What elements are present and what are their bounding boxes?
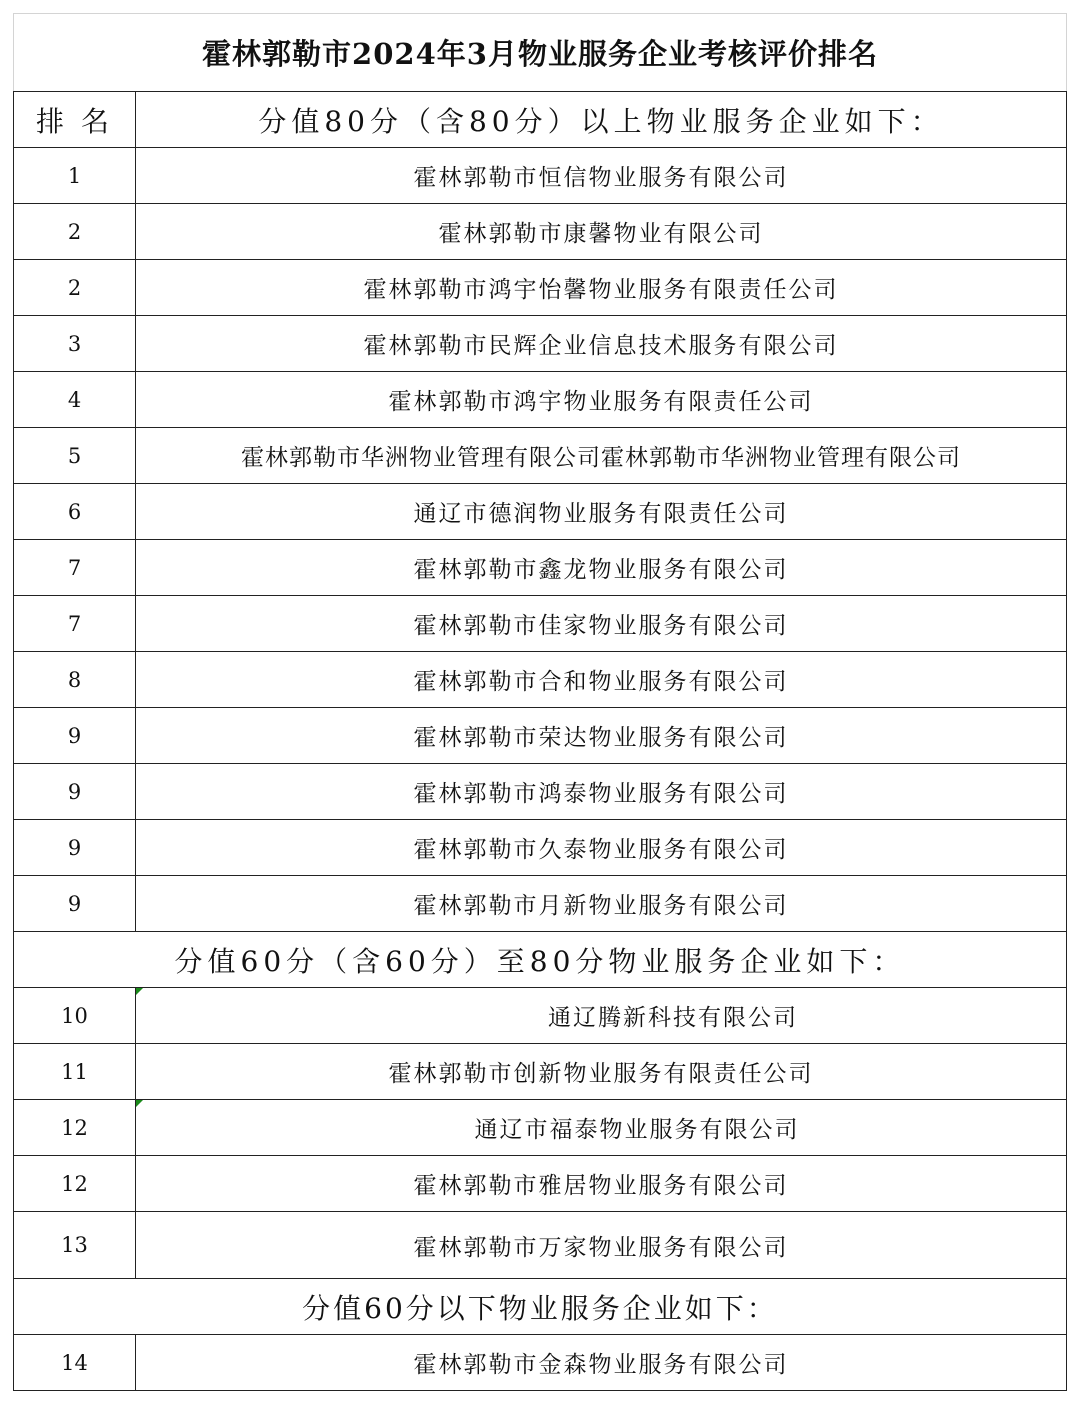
rank-cell: 1	[14, 148, 136, 204]
rank-cell: 11	[14, 1044, 136, 1100]
section2-heading: 分值60分（含60分）至80分物业服务企业如下：	[14, 932, 1067, 988]
company-name-cell: 霍林郭勒市创新物业服务有限责任公司	[136, 1044, 1067, 1100]
table-row	[14, 764, 1067, 820]
company-name-cell: 通辽市德润物业服务有限责任公司	[136, 484, 1067, 540]
table-row	[14, 1212, 1067, 1279]
company-name-cell: 霍林郭勒市鑫龙物业服务有限公司	[136, 540, 1067, 596]
company-name-cell: 霍林郭勒市久泰物业服务有限公司	[136, 820, 1067, 876]
table-row	[14, 316, 1067, 372]
table-row	[14, 708, 1067, 764]
table-row	[14, 652, 1067, 708]
company-name-cell: 霍林郭勒市恒信物业服务有限公司	[136, 148, 1067, 204]
table-row	[14, 1335, 1067, 1391]
table-row	[14, 204, 1067, 260]
table-row	[14, 148, 1067, 204]
ranking-sheet	[13, 13, 1067, 1391]
table-row	[14, 372, 1067, 428]
table-row	[14, 596, 1067, 652]
company-name-cell	[136, 1100, 1067, 1156]
rank-cell: 8	[14, 652, 136, 708]
company-name-cell: 霍林郭勒市民辉企业信息技术服务有限公司	[136, 316, 1067, 372]
company-name-cell: 霍林郭勒市荣达物业服务有限公司	[136, 708, 1067, 764]
rank-cell: 9	[14, 876, 136, 932]
company-name-cell: 霍林郭勒市万家物业服务有限公司	[136, 1212, 1067, 1279]
rank-cell: 10	[14, 988, 136, 1044]
header-row	[14, 92, 1067, 148]
company-name-cell: 霍林郭勒市月新物业服务有限公司	[136, 876, 1067, 932]
rank-cell: 5	[14, 428, 136, 484]
company-name-cell: 霍林郭勒市鸿宇物业服务有限责任公司	[136, 372, 1067, 428]
rank-cell: 2	[14, 260, 136, 316]
rank-cell: 6	[14, 484, 136, 540]
section3-heading: 分值60分以下物业服务企业如下：	[14, 1279, 1067, 1335]
table-row	[14, 540, 1067, 596]
rank-cell: 2	[14, 204, 136, 260]
rank-cell: 12	[14, 1156, 136, 1212]
ranking-table	[13, 91, 1067, 1391]
company-name-cell: 霍林郭勒市华洲物业管理有限公司霍林郭勒市华洲物业管理有限公司	[136, 428, 1067, 484]
company-name-text: 通辽市福泰物业服务有限公司	[474, 1117, 800, 1143]
rank-cell: 13	[14, 1212, 136, 1279]
rank-cell: 9	[14, 708, 136, 764]
company-name-cell: 霍林郭勒市鸿宇怡馨物业服务有限责任公司	[136, 260, 1067, 316]
page-title: 霍林郭勒市2024年3月物业服务企业考核评价排名	[202, 37, 878, 71]
rank-cell: 12	[14, 1100, 136, 1156]
table-row	[14, 1044, 1067, 1100]
cell-comment-marker-icon	[136, 988, 143, 995]
rank-cell: 14	[14, 1335, 136, 1391]
table-row	[14, 820, 1067, 876]
section2-heading-row	[14, 932, 1067, 988]
title-cell	[13, 13, 1067, 91]
table-row	[14, 1156, 1067, 1212]
rank-cell: 9	[14, 764, 136, 820]
company-name-cell: 霍林郭勒市雅居物业服务有限公司	[136, 1156, 1067, 1212]
table-row	[14, 484, 1067, 540]
table-row	[14, 1100, 1067, 1156]
table-row	[14, 988, 1067, 1044]
section1-heading: 分值80分（含80分）以上物业服务企业如下：	[136, 92, 1067, 148]
company-name-cell: 霍林郭勒市合和物业服务有限公司	[136, 652, 1067, 708]
company-name-cell: 霍林郭勒市佳家物业服务有限公司	[136, 596, 1067, 652]
rank-cell: 9	[14, 820, 136, 876]
company-name-cell	[136, 988, 1067, 1044]
rank-cell: 3	[14, 316, 136, 372]
company-name-cell: 霍林郭勒市鸿泰物业服务有限公司	[136, 764, 1067, 820]
section3-heading-row	[14, 1279, 1067, 1335]
rank-cell: 7	[14, 596, 136, 652]
rank-column-header: 排 名	[14, 92, 136, 148]
rank-cell: 4	[14, 372, 136, 428]
company-name-text: 通辽腾新科技有限公司	[548, 1005, 798, 1031]
table-row	[14, 876, 1067, 932]
company-name-cell: 霍林郭勒市康馨物业有限公司	[136, 204, 1067, 260]
table-row	[14, 260, 1067, 316]
cell-comment-marker-icon	[136, 1100, 143, 1107]
rank-cell: 7	[14, 540, 136, 596]
company-name-cell: 霍林郭勒市金森物业服务有限公司	[136, 1335, 1067, 1391]
table-row	[14, 428, 1067, 484]
